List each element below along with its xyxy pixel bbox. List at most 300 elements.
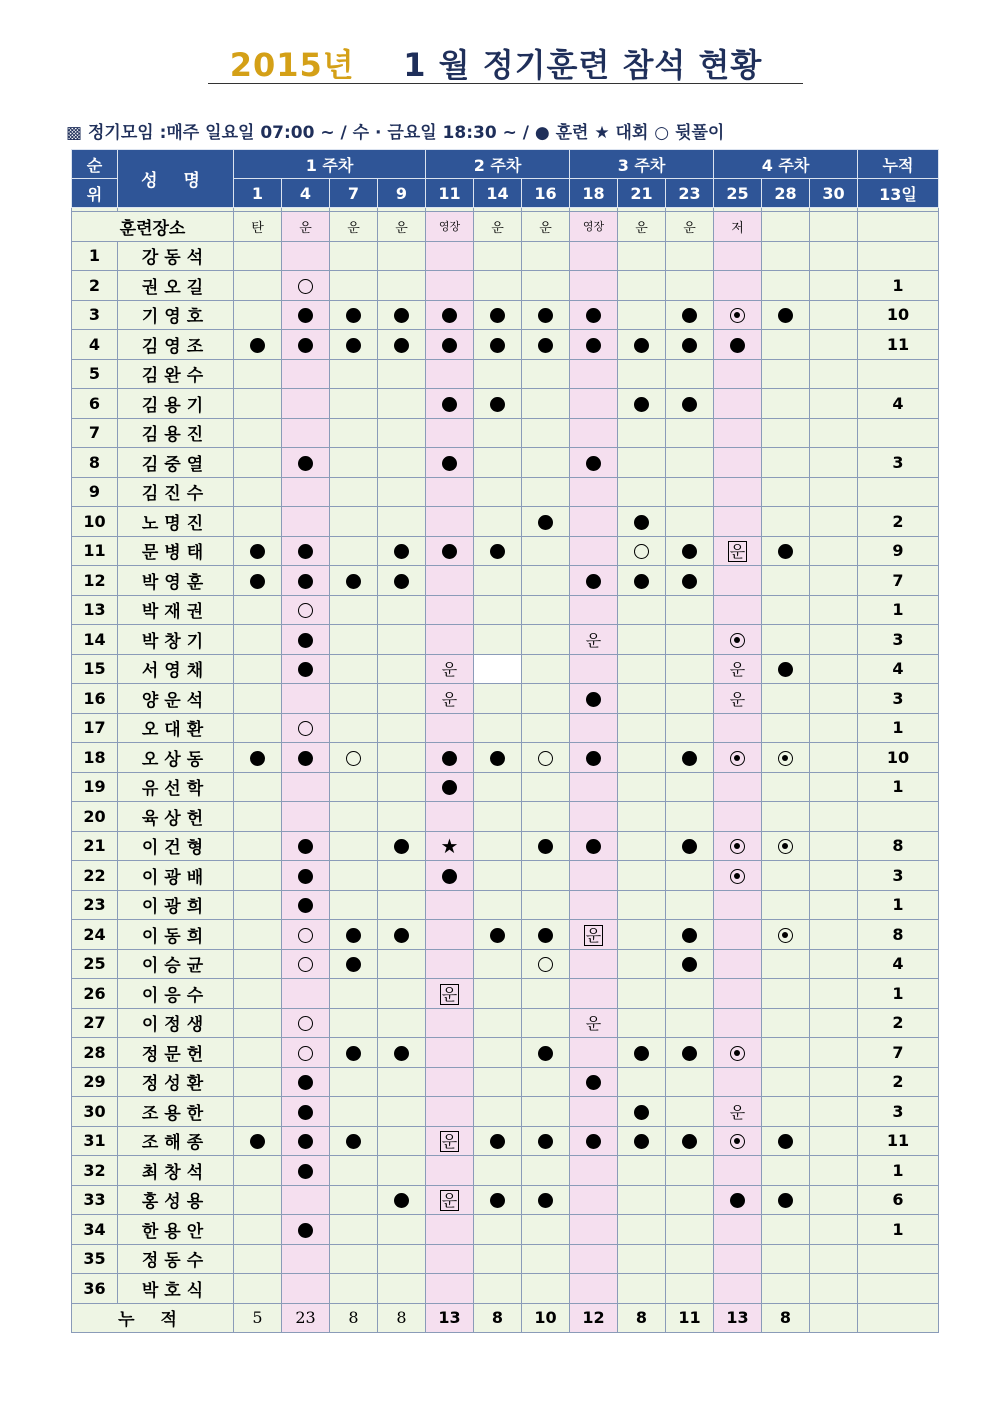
place-cell [810, 212, 858, 242]
boxed-label: 운 [441, 1132, 458, 1152]
attendance-cell [426, 1038, 474, 1068]
attendance-cell [378, 1215, 426, 1245]
day-total: 13 [426, 1303, 474, 1333]
member-name: 서영채 [118, 654, 234, 684]
training-dot-icon [634, 1105, 649, 1120]
attendance-cell [426, 979, 474, 1009]
page-title [150, 40, 842, 86]
attendance-cell [618, 507, 666, 537]
attendance-cell [618, 536, 666, 566]
attendance-cell [426, 448, 474, 478]
table-row [72, 389, 939, 419]
attendance-cell [426, 1215, 474, 1245]
attendance-cell [810, 802, 858, 832]
rank-cell: 36 [72, 1274, 118, 1304]
table-row [72, 654, 939, 684]
afterparty-circle-icon [298, 1046, 313, 1061]
attendance-cell [282, 890, 330, 920]
attendance-cell [474, 418, 522, 448]
training-dot-icon [298, 839, 313, 854]
table-row [72, 772, 939, 802]
attendance-cell [762, 507, 810, 537]
table-row [72, 949, 939, 979]
place-cell: 운 [282, 212, 330, 242]
table-row [72, 713, 939, 743]
member-name: 조용한 [118, 1097, 234, 1127]
attendance-cell [522, 654, 570, 684]
afterparty-circle-icon [298, 279, 313, 294]
attendance-cell [522, 1008, 570, 1038]
attendance-cell [282, 1067, 330, 1097]
rank-cell: 6 [72, 389, 118, 419]
attendance-cell [474, 1185, 522, 1215]
table-row [72, 477, 939, 507]
rank-cell: 32 [72, 1156, 118, 1186]
attendance-cell [810, 1038, 858, 1068]
attendance-cell [762, 536, 810, 566]
attendance-cell [426, 241, 474, 271]
member-total: 3 [858, 684, 939, 714]
rank-cell: 12 [72, 566, 118, 596]
day-header-4: 4 [282, 179, 330, 208]
training-dot-icon [346, 1134, 361, 1149]
attendance-cell [714, 241, 762, 271]
attendance-cell [714, 1126, 762, 1156]
attendance-cell [426, 831, 474, 861]
table-row [72, 1244, 939, 1274]
attendance-cell [426, 684, 474, 714]
attendance-cell [330, 595, 378, 625]
day-total: 23 [282, 1303, 330, 1333]
attendance-cell [378, 330, 426, 360]
attendance-cell [810, 831, 858, 861]
table-row [72, 359, 939, 389]
attendance-cell [234, 831, 282, 861]
attendance-cell [810, 684, 858, 714]
attendance-cell [570, 418, 618, 448]
attendance-cell [234, 979, 282, 1009]
attendance-cell [330, 625, 378, 655]
day-total: 8 [378, 1303, 426, 1333]
attendance-cell [570, 684, 618, 714]
attendance-cell [378, 359, 426, 389]
attendance-cell [762, 389, 810, 419]
attendance-cell [330, 1097, 378, 1127]
attendance-cell [330, 566, 378, 596]
attendance-cell [714, 772, 762, 802]
attendance-cell [762, 359, 810, 389]
attendance-cell [810, 595, 858, 625]
attendance-cell [474, 536, 522, 566]
member-total [858, 477, 939, 507]
attendance-cell [570, 566, 618, 596]
attendance-cell [426, 359, 474, 389]
day-total: 11 [666, 1303, 714, 1333]
attendance-cell [330, 684, 378, 714]
training-dot-icon [682, 751, 697, 766]
afterparty-circle-icon [346, 751, 361, 766]
attendance-cell [330, 861, 378, 891]
attendance-cell [666, 271, 714, 301]
attendance-cell [570, 448, 618, 478]
rank-cell: 23 [72, 890, 118, 920]
attendance-cell [810, 713, 858, 743]
attendance-cell [618, 861, 666, 891]
training-dot-icon [346, 338, 361, 353]
attendance-cell [762, 1244, 810, 1274]
attendance-cell [234, 654, 282, 684]
attendance-cell [234, 595, 282, 625]
attendance-cell [234, 271, 282, 301]
attendance-cell [282, 625, 330, 655]
rank-cell: 24 [72, 920, 118, 950]
member-name: 정문헌 [118, 1038, 234, 1068]
training-dot-icon [538, 1134, 553, 1149]
attendance-cell [570, 949, 618, 979]
attendance-cell [714, 684, 762, 714]
attendance-cell [810, 389, 858, 419]
attendance-cell [714, 359, 762, 389]
attendance-cell [522, 1215, 570, 1245]
attendance-cell [714, 654, 762, 684]
place-total-cell [858, 212, 939, 242]
attendance-cell [330, 300, 378, 330]
member-name: 이정생 [118, 1008, 234, 1038]
title-year: 2015년 [229, 46, 355, 84]
attendance-cell [666, 1097, 714, 1127]
attendance-cell [474, 1008, 522, 1038]
attendance-cell [762, 330, 810, 360]
attendance-cell [234, 389, 282, 419]
training-dot-icon [394, 928, 409, 943]
rank-cell: 28 [72, 1038, 118, 1068]
attendance-cell [762, 1008, 810, 1038]
table-row [72, 802, 939, 832]
training-dot-icon [634, 515, 649, 530]
training-dot-icon [298, 869, 313, 884]
attendance-cell [618, 1244, 666, 1274]
training-dot-icon [442, 456, 457, 471]
attendance-cell [330, 1038, 378, 1068]
attendance-cell [522, 625, 570, 655]
training-dot-icon [298, 898, 313, 913]
member-total: 3 [858, 625, 939, 655]
training-dot-icon [682, 1046, 697, 1061]
attendance-cell [714, 507, 762, 537]
attendance-cell [666, 1244, 714, 1274]
attendance-cell [618, 271, 666, 301]
attendance-cell [762, 831, 810, 861]
attendance-cell [666, 1156, 714, 1186]
training-dot-icon [586, 338, 601, 353]
attendance-cell [762, 949, 810, 979]
training-dot-icon [298, 1223, 313, 1238]
day-total: 5 [234, 1303, 282, 1333]
attendance-cell [474, 654, 522, 684]
competition-star-icon: ★ [440, 833, 459, 858]
member-name: 조해종 [118, 1126, 234, 1156]
attendance-cell [570, 1185, 618, 1215]
attendance-cell [234, 1097, 282, 1127]
training-dot-icon [682, 308, 697, 323]
attendance-cell [570, 359, 618, 389]
member-total: 4 [858, 389, 939, 419]
attendance-cell [474, 625, 522, 655]
attendance-cell [474, 241, 522, 271]
attendance-cell [570, 802, 618, 832]
attendance-cell [378, 831, 426, 861]
attendance-cell [714, 831, 762, 861]
attendance-cell [714, 1067, 762, 1097]
attendance-cell [762, 743, 810, 773]
training-dot-icon [298, 1105, 313, 1120]
day-total: 8 [618, 1303, 666, 1333]
member-total: 4 [858, 949, 939, 979]
rank-cell: 1 [72, 241, 118, 271]
footer-total-empty [858, 1303, 939, 1333]
attendance-cell [234, 241, 282, 271]
attendance-cell [234, 359, 282, 389]
attendance-cell [522, 566, 570, 596]
attendance-cell [378, 1126, 426, 1156]
training-dot-icon [250, 338, 265, 353]
attendance-cell [474, 920, 522, 950]
attendance-cell [522, 359, 570, 389]
attendance-cell [666, 1126, 714, 1156]
attendance-cell [810, 743, 858, 773]
training-dot-icon [490, 751, 505, 766]
bullseye-icon [730, 751, 745, 766]
attendance-cell [666, 507, 714, 537]
training-dot-icon [634, 1134, 649, 1149]
attendance-cell [762, 300, 810, 330]
name-header: 성 명 [118, 150, 234, 208]
attendance-cell [426, 625, 474, 655]
attendance-cell [522, 713, 570, 743]
attendance-cell [570, 861, 618, 891]
attendance-cell [762, 802, 810, 832]
attendance-cell [714, 713, 762, 743]
attendance-cell [426, 330, 474, 360]
attendance-cell [810, 1156, 858, 1186]
table-row [72, 536, 939, 566]
attendance-cell [714, 389, 762, 419]
attendance-cell [234, 1067, 282, 1097]
place-cell: 영장 [426, 212, 474, 242]
attendance-cell [426, 1185, 474, 1215]
rank-cell: 16 [72, 684, 118, 714]
attendance-cell [330, 1244, 378, 1274]
attendance-cell [810, 1244, 858, 1274]
attendance-cell [762, 1067, 810, 1097]
table-row [72, 566, 939, 596]
attendance-cell [474, 831, 522, 861]
attendance-cell [810, 920, 858, 950]
training-dot-icon [298, 662, 313, 677]
attendance-cell [474, 359, 522, 389]
table-row [72, 920, 939, 950]
attendance-cell [474, 979, 522, 1009]
attendance-cell [426, 1126, 474, 1156]
attendance-cell [666, 566, 714, 596]
training-dot-icon [490, 308, 505, 323]
training-dot-icon [346, 928, 361, 943]
attendance-cell [330, 477, 378, 507]
member-name: 박창기 [118, 625, 234, 655]
place-cell: 운 [378, 212, 426, 242]
week-header-1: 1 주차 [234, 150, 426, 179]
attendance-cell [618, 595, 666, 625]
member-name: 이승균 [118, 949, 234, 979]
attendance-cell [666, 389, 714, 419]
day-header-30: 30 [810, 179, 858, 208]
training-dot-icon [634, 338, 649, 353]
rank-cell: 33 [72, 1185, 118, 1215]
attendance-cell [282, 1126, 330, 1156]
attendance-cell [378, 418, 426, 448]
rank-cell: 30 [72, 1097, 118, 1127]
training-dot-icon [250, 1134, 265, 1149]
attendance-cell [234, 330, 282, 360]
place-cell: 운 [618, 212, 666, 242]
attendance-cell [810, 949, 858, 979]
attendance-table [71, 149, 939, 1333]
member-total: 11 [858, 330, 939, 360]
place-cell [762, 212, 810, 242]
bullseye-icon [730, 308, 745, 323]
attendance-cell [522, 1097, 570, 1127]
attendance-cell [714, 920, 762, 950]
attendance-cell [762, 1038, 810, 1068]
member-name: 육상헌 [118, 802, 234, 832]
attendance-cell [522, 300, 570, 330]
attendance-cell [522, 241, 570, 271]
total-days-header: 13일 [858, 179, 939, 208]
attendance-cell [378, 1156, 426, 1186]
attendance-cell [282, 1244, 330, 1274]
attendance-cell [378, 448, 426, 478]
member-total: 1 [858, 772, 939, 802]
table-row [72, 241, 939, 271]
attendance-cell [282, 713, 330, 743]
week-header-3: 3 주차 [570, 150, 714, 179]
attendance-cell [426, 271, 474, 301]
table-row [72, 1126, 939, 1156]
member-name: 정동수 [118, 1244, 234, 1274]
attendance-cell [522, 1038, 570, 1068]
attendance-cell [474, 595, 522, 625]
attendance-cell [570, 1008, 618, 1038]
training-dot-icon [778, 544, 793, 559]
attendance-cell [330, 802, 378, 832]
attendance-cell [426, 1097, 474, 1127]
attendance-cell [282, 743, 330, 773]
attendance-cell [426, 1008, 474, 1038]
schedule-note: ▩ 정기모임 :매주 일요일 07:00 ~ / 수 · 금요일 18:30 ~ / ● 훈련 ★ 대회 ○ 뒷풀이 [66, 123, 725, 143]
attendance-cell [330, 890, 378, 920]
attendance-cell [330, 1215, 378, 1245]
training-dot-icon [250, 574, 265, 589]
attendance-cell [618, 979, 666, 1009]
attendance-cell [282, 831, 330, 861]
attendance-cell [666, 330, 714, 360]
attendance-cell [282, 359, 330, 389]
attendance-cell [426, 949, 474, 979]
training-dot-icon [298, 751, 313, 766]
attendance-cell [762, 271, 810, 301]
attendance-cell [810, 1274, 858, 1304]
mark-label: 운 [585, 1014, 602, 1034]
training-dot-icon [442, 338, 457, 353]
member-name: 김완수 [118, 359, 234, 389]
table-row [72, 1067, 939, 1097]
member-total: 3 [858, 1097, 939, 1127]
training-dot-icon [778, 1193, 793, 1208]
attendance-cell [330, 743, 378, 773]
attendance-cell [618, 654, 666, 684]
training-dot-icon [730, 1193, 745, 1208]
attendance-cell [810, 625, 858, 655]
attendance-cell [330, 979, 378, 1009]
attendance-cell [714, 271, 762, 301]
bullseye-icon [730, 1134, 745, 1149]
attendance-cell [234, 890, 282, 920]
attendance-cell [474, 713, 522, 743]
attendance-cell [666, 802, 714, 832]
attendance-cell [762, 595, 810, 625]
training-dot-icon [586, 456, 601, 471]
table-row [72, 595, 939, 625]
member-total [858, 418, 939, 448]
attendance-cell [378, 625, 426, 655]
title-underline [208, 83, 803, 84]
attendance-cell [426, 743, 474, 773]
attendance-cell [570, 271, 618, 301]
member-name: 박재권 [118, 595, 234, 625]
attendance-cell [378, 507, 426, 537]
afterparty-circle-icon [298, 721, 313, 736]
attendance-cell [714, 979, 762, 1009]
attendance-cell [714, 418, 762, 448]
attendance-cell [282, 1097, 330, 1127]
rank-cell: 13 [72, 595, 118, 625]
attendance-cell [810, 477, 858, 507]
attendance-cell [522, 802, 570, 832]
attendance-cell [522, 595, 570, 625]
place-cell: 운 [666, 212, 714, 242]
attendance-cell [666, 1038, 714, 1068]
attendance-cell [234, 1156, 282, 1186]
attendance-cell [810, 890, 858, 920]
member-total: 4 [858, 654, 939, 684]
attendance-cell [522, 418, 570, 448]
rank-cell: 35 [72, 1244, 118, 1274]
attendance-cell [282, 1038, 330, 1068]
attendance-cell [282, 300, 330, 330]
training-dot-icon [442, 397, 457, 412]
attendance-cell [234, 772, 282, 802]
attendance-cell [474, 802, 522, 832]
place-cell: 저 [714, 212, 762, 242]
training-dot-icon [682, 957, 697, 972]
attendance-cell [714, 330, 762, 360]
attendance-cell [330, 536, 378, 566]
attendance-cell [810, 1215, 858, 1245]
member-name: 문병태 [118, 536, 234, 566]
member-name: 최창석 [118, 1156, 234, 1186]
member-total: 7 [858, 566, 939, 596]
attendance-cell [570, 831, 618, 861]
